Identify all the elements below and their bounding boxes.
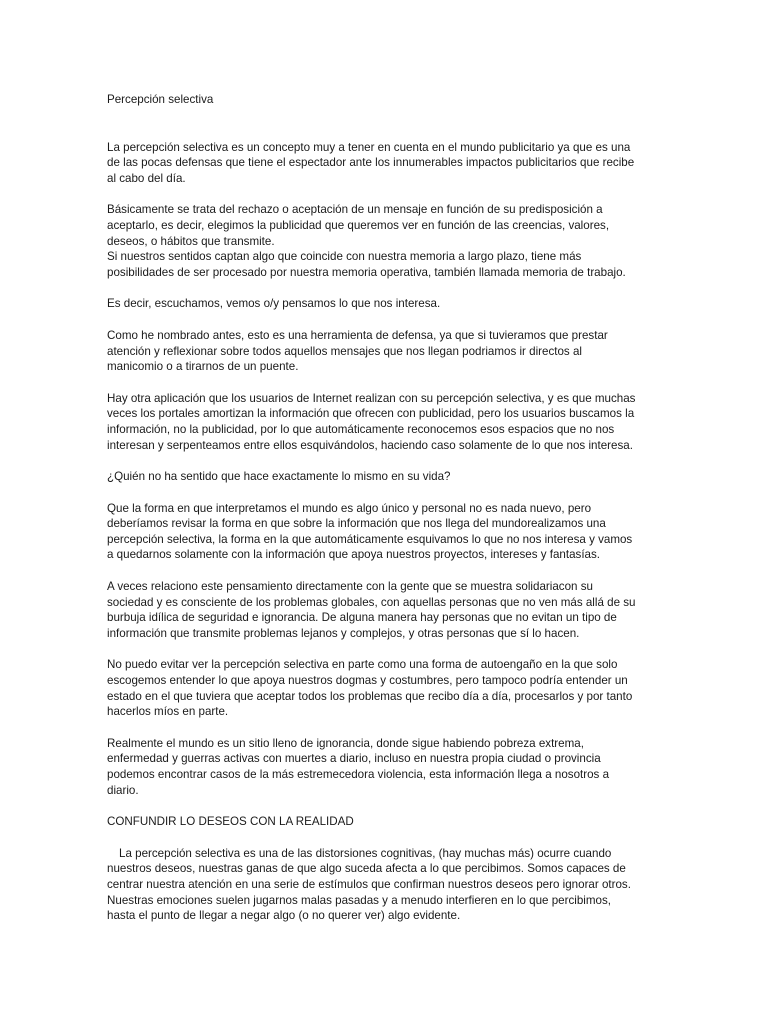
- paragraph: [107, 657, 662, 719]
- text-line: Realmente el mundo es un sitio lleno de ignorancia, donde sigue habiendo pobreza extrema,: [107, 736, 584, 750]
- text-line: a quedarnos solamente con la información que apoya nuestros proyectos, intereses y fantasías.: [107, 548, 601, 562]
- text-line: percepción selectiva, la forma en la que automáticamente esquivamos lo que no nos interesa y vamos: [107, 532, 633, 546]
- text-line: hacerlos míos en parte.: [107, 705, 229, 719]
- text-line: deberíamos revisar la forma en que sobre la información que nos llega del mundorealizamos una: [107, 517, 606, 531]
- text-line: Básicamente se trata del rechazo o aceptación de un mensaje en función de su predisposición a: [107, 203, 603, 217]
- section-heading: CONFUNDIR LO DESEOS CON LA REALIDAD: [107, 815, 354, 829]
- paragraph: [107, 736, 662, 798]
- text-line: información que transmite problemas lejanos y complejos, y otras personas que sí lo hacen.: [107, 626, 580, 640]
- text-line: nuestros deseos, nuestras ganas de que algo suceda afecta a lo que percibimos. Somos capaces de: [107, 862, 626, 876]
- paragraph: [107, 202, 662, 280]
- text-line: ¿Quién no ha sentido que hace exactamente lo mismo en su vida?: [107, 470, 451, 484]
- paragraph: [107, 579, 662, 641]
- text-line: La percepción selectiva es un concepto muy a tener en cuenta en el mundo publicitario ya que es una: [107, 140, 631, 154]
- text-line: escogemos entender lo que apoya nuestros dogmas y costumbres, pero tampoco podría entender un: [107, 674, 628, 688]
- text-line: Que la forma en que interpretamos el mundo es algo único y personal no es nada nuevo, pero: [107, 501, 592, 515]
- text-line: Si nuestros sentidos captan algo que coincide con nuestra memoria a largo plazo, tiene más: [107, 250, 582, 264]
- text-line: aceptarlo, es decir, elegimos la publicidad que queremos ver en función de las creencias, valores,: [107, 218, 610, 232]
- text-line: No puedo evitar ver la percepción selectiva en parte como una forma de autoengaño en la que solo: [107, 658, 618, 672]
- text-line: veces los portales amortizan la información que ofrecen con publicidad, pero los usuarios buscamos la: [107, 407, 635, 421]
- text-line: interesan y serpenteamos entre ellos esquivándolos, haciendo caso solamente de lo que nos interesa.: [107, 438, 633, 452]
- text-line: Nuestras emociones suelen jugarnos malas pasadas y a menudo interfieren en lo que percibimos,: [107, 893, 611, 907]
- text-line: información, no la publicidad, por lo que automáticamente reconocemos esos espacios que no nos: [107, 422, 615, 436]
- paragraph: [107, 469, 662, 485]
- text-line: centrar nuestra atención en una serie de estímulos que confirman nuestros deseos pero ignorar otros.: [107, 877, 631, 891]
- text-line: burbuja idílica de seguridad e ignorancia. De alguna manera hay personas que no evitan un tipo de: [107, 611, 617, 625]
- text-line: Es decir, escuchamos, vemos o/y pensamos lo que nos interesa.: [107, 297, 441, 311]
- text-line: hasta el punto de llegar a negar algo (o no querer ver) algo evidente.: [107, 909, 461, 923]
- text-line: estado en el que tuviera que aceptar todos los problemas que recibo día a día, procesarlos y por tanto: [107, 689, 633, 703]
- document-page: [107, 92, 662, 940]
- text-line: posibilidades de ser procesado por nuestra memoria operativa, también llamada memoria de trabajo.: [107, 265, 626, 279]
- paragraph: [107, 391, 662, 453]
- paragraph: [107, 140, 662, 187]
- paragraph: [107, 328, 662, 375]
- paragraph: [107, 846, 662, 924]
- text-line: diario.: [107, 783, 139, 797]
- text-line: deseos, o hábitos que transmite.: [107, 234, 275, 248]
- text-line: A veces relaciono este pensamiento directamente con la gente que se muestra solidariacon su: [107, 580, 593, 594]
- text-line: podemos encontrar casos de la más estremecedora violencia, esta información llega a nosotros a: [107, 768, 610, 781]
- text-line: manicomio o a tirarnos de un puente.: [107, 360, 299, 374]
- text-line: La percepción selectiva es una de las distorsiones cognitivas, (hay muchas más) ocurre cuando: [119, 846, 612, 860]
- text-line: atención y reflexionar sobre todos aquellos mensajes que nos llegan podriamos ir directos al: [107, 344, 582, 358]
- text-line: de las pocas defensas que tiene el espectador ante los innumerables impactos publicitarios que recibe: [107, 156, 635, 170]
- text-line: al cabo del día.: [107, 171, 186, 185]
- document-title: Percepción selectiva: [107, 93, 214, 106]
- text-line: sociedad y es consciente de los problemas globales, con aquellas personas que no ven más allá de su: [107, 595, 636, 609]
- paragraph: [107, 296, 662, 312]
- text-line: enfermedad y guerras activas con muertes a diario, incluso en nuestra propia ciudad o provincia: [107, 752, 601, 766]
- text-line: Hay otra aplicación que los usuarios de Internet realizan con su percepción selectiva, y es que muchas: [107, 391, 636, 405]
- text-line: Como he nombrado antes, esto es una herramienta de defensa, ya que si tuvieramos que prestar: [107, 328, 608, 342]
- paragraph: [107, 501, 662, 563]
